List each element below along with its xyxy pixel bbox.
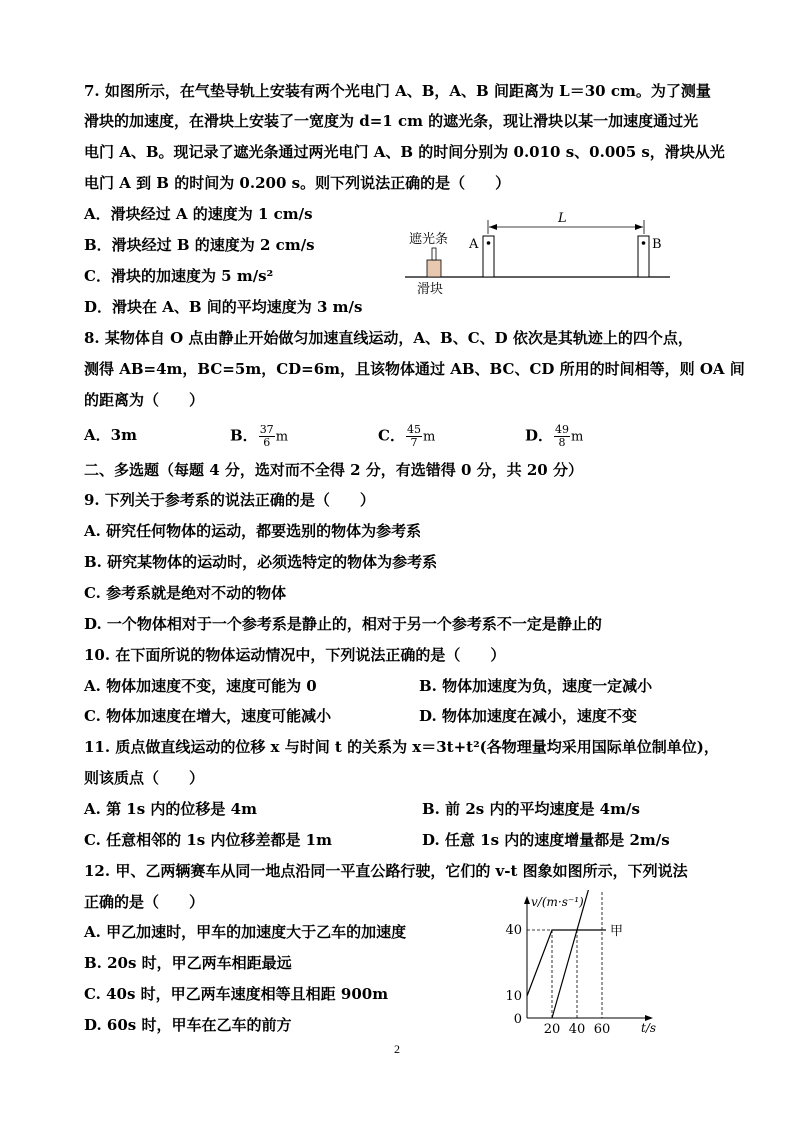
q9-option-b: B. 研究某物体的运动时，必须选特定的物体为参考系 — [84, 553, 438, 571]
q11-option-b: B. 前 2s 内的平均速度是 4m/s — [422, 800, 640, 818]
section-heading: 二、多选题（每题 4 分，选对而不全得 2 分，有选错得 0 分，共 20 分） — [84, 461, 583, 479]
x-tick-label: 0 — [513, 1012, 522, 1027]
q7-line3: 电门 A、B。现记录了遮光条通过两光电门 A、B 的时间分别为 0.010 s、0.005 s，滑块从光 — [84, 143, 725, 161]
air-track-figure — [405, 208, 675, 298]
q12-option-c: C. 40s 时，甲乙两车速度相等且相距 900m — [84, 985, 389, 1003]
q8-option-b: B． $\frac{37}{6}$ m — [230, 423, 289, 449]
q8-option-a: A．3m — [84, 426, 137, 444]
q7-option-d: D．滑块在 A、B 间的平均速度为 3 m/s — [84, 298, 363, 316]
q7-line4: 电门 A 到 B 的时间为 0.200 s。则下列说法正确的是（ ） — [84, 174, 511, 192]
y-tick-label: 40 — [505, 923, 522, 938]
q9-option-d: D. 一个物体相对于一个参考系是静止的，相对于另一个参考系不一定是静止的 — [84, 615, 602, 633]
q8-option-d: D． $\frac{49}{8}$ m — [525, 423, 584, 449]
q9-option-a: A. 研究任何物体的运动，都要选别的物体为参考系 — [84, 522, 422, 540]
q11-option-d: D. 任意 1s 内的速度增量都是 2m/s — [422, 831, 670, 849]
x-tick-label: 20 — [543, 1022, 561, 1037]
light-strip — [432, 248, 436, 260]
q10-option-d: D. 物体加速度在减小，速度不变 — [419, 707, 637, 725]
q12-option-a: A. 甲乙加速时，甲车的加速度大于乙车的加速度 — [84, 923, 407, 941]
q9-stem: 9. 下列关于参考系的说法正确的是（ ） — [84, 491, 375, 509]
q12-line2: 正确的是（ ） — [84, 893, 205, 911]
gate-b-label: B — [652, 237, 662, 252]
strip-label: 遮光条 — [409, 232, 449, 247]
slider-label: 滑块 — [417, 282, 444, 297]
q11-line1: 11. 质点做直线运动的位移 x 与时间 t 的关系为 x＝3t+t²(各物理量均采用国际单位制单位)， — [84, 738, 719, 756]
length-label: L — [558, 211, 567, 226]
q11-option-a: A. 第 1s 内的位移是 4m — [84, 800, 257, 818]
q8-line3: 的距离为（ ） — [84, 391, 205, 409]
vt-chart — [490, 890, 680, 1040]
q8-line1: 8. 某物体自 O 点由静止开始做匀加速直线运动，A、B、C、D 依次是其轨迹上的四个点， — [84, 329, 693, 347]
q7-option-c: C．滑块的加速度为 5 m/s² — [84, 267, 274, 285]
y-axis-label: v/(m·s⁻¹) — [531, 895, 584, 909]
series-line — [527, 930, 602, 996]
q12-option-b: B. 20s 时，甲乙两车相距最远 — [84, 954, 292, 972]
slider-block — [427, 260, 441, 277]
q11-line2: 则该质点（ ） — [84, 769, 205, 787]
y-axis-arrow — [524, 896, 530, 904]
q12-line1: 12. 甲、乙两辆赛车从同一地点沿同一平直公路行驶，它们的 v-t 图象如图所示，下列说法 — [84, 862, 688, 880]
x-tick-label: 40 — [568, 1022, 586, 1037]
q9-option-c: C. 参考系就是绝对不动的物体 — [84, 584, 287, 602]
q10-option-a: A. 物体加速度不变，速度可能为 0 — [84, 677, 317, 695]
y-tick-label: 10 — [505, 989, 522, 1004]
gate-a-label: A — [469, 237, 479, 252]
q8-option-c: C． $\frac{45}{7}$ m — [378, 423, 436, 449]
page-number: 2 — [394, 1042, 400, 1056]
x-axis-label: t/s — [641, 1021, 657, 1035]
q11-option-c: C. 任意相邻的 1s 内位移差都是 1m — [84, 831, 332, 849]
q12-option-d: D. 60s 时，甲车在乙车的前方 — [84, 1016, 292, 1034]
q10-option-b: B. 物体加速度为负，速度一定减小 — [419, 677, 653, 695]
series-line — [552, 890, 602, 1018]
q7-option-a: A．滑块经过 A 的速度为 1 cm/s — [84, 205, 313, 223]
q7-line1: 7. 如图所示，在气垫导轨上安装有两个光电门 A、B，A、B 间距离为 L＝30 cm。为了测量 — [84, 82, 711, 100]
x-tick-label: 60 — [593, 1022, 611, 1037]
q7-option-b: B．滑块经过 B 的速度为 2 cm/s — [84, 236, 315, 254]
series-label: 甲 — [610, 924, 624, 939]
q7-line2: 滑块的加速度，在滑块上安装了一宽度为 d=1 cm 的遮光条，现让滑块以某一加速度通过光 — [84, 112, 699, 130]
q10-stem: 10. 在下面所说的物体运动情况中，下列说法正确的是（ ） — [84, 646, 506, 664]
q10-option-c: C. 物体加速度在增大，速度可能减小 — [84, 707, 332, 725]
q8-line2: 测得 AB=4m，BC=5m，CD=6m，且该物体通过 AB、BC、CD 所用的时间相等，则 OA 间 — [84, 360, 745, 378]
